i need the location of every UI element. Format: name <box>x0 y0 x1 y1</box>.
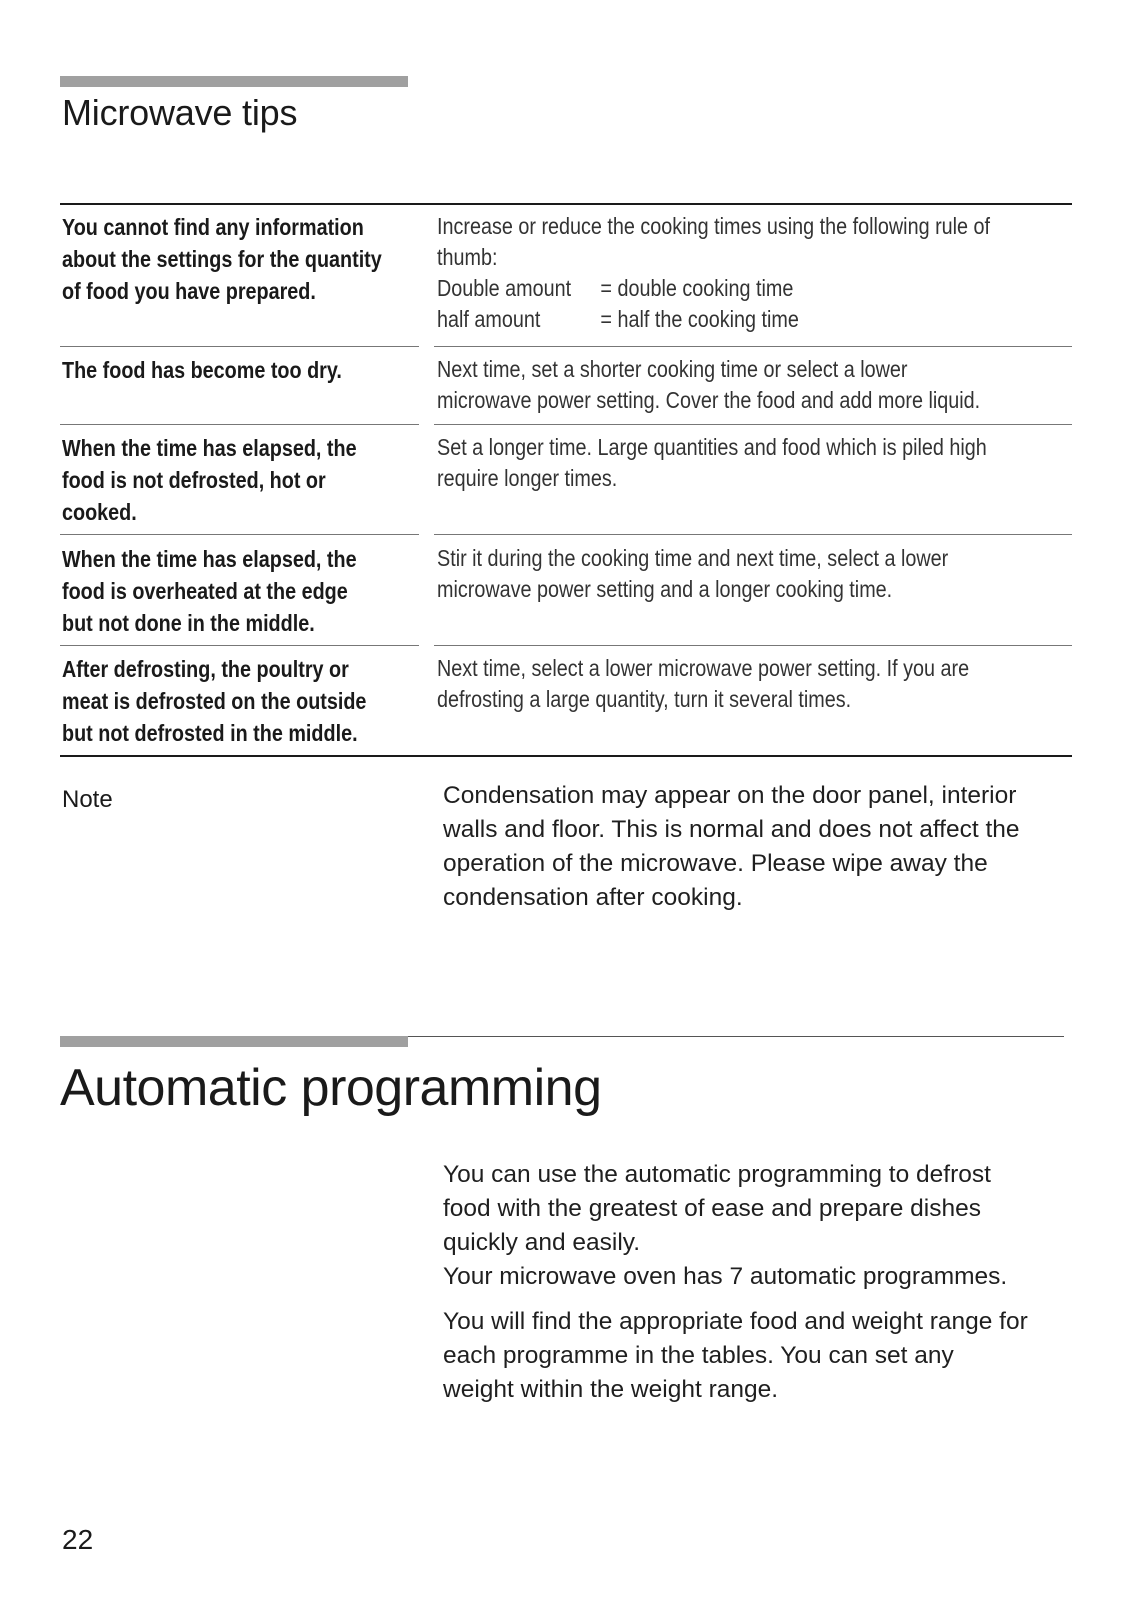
programme-info-paragraph: You will find the appropriate food and weight range for each programme in the tables. You can set any weight within the weight range. <box>443 1308 1028 1403</box>
row-divider <box>60 424 419 425</box>
table-row-problem: After defrosting, the poultry or meat is defrosted on the outside but not defrosted in the middle. <box>62 656 367 746</box>
page-number: 22 <box>62 1524 94 1555</box>
table-row-remedy: Stir it during the cooking time and next time, select a lower microwave power setting and a longer cooking time. <box>437 545 949 602</box>
row-divider <box>60 534 419 535</box>
row-divider <box>60 346 419 347</box>
table-top-rule <box>60 203 1072 205</box>
row-divider <box>434 424 1072 425</box>
note-text: Condensation may appear on the door panel, interior walls and floor. This is normal and does not affect the operation of the microwave. Please wipe away the condensation after cooking. <box>443 782 1020 911</box>
table-row-problem: When the time has elapsed, the food is not defrosted, hot or cooked. <box>62 435 357 525</box>
section-accent-bar <box>60 76 408 87</box>
section-accent-bar <box>60 1036 408 1047</box>
table-row-remedy: Increase or reduce the cooking times using the following rule of thumb: Double amount = double cooking time half amount = half the cooking time <box>437 211 1039 335</box>
table-row-problem: The food has become too dry. <box>62 357 342 383</box>
section-divider-line <box>408 1036 1064 1037</box>
row-divider <box>434 346 1072 347</box>
row-divider <box>60 645 419 646</box>
row-divider <box>434 534 1072 535</box>
intro-paragraph: You can use the automatic programming to defrost food with the greatest of ease and prepare dishes quickly and easily. Your microwave oven has 7 automatic programmes. <box>443 1161 1008 1290</box>
table-row-problem: When the time has elapsed, the food is overheated at the edge but not done in the middle. <box>62 546 357 636</box>
section-title-automatic-programming: Automatic programming <box>60 1059 602 1117</box>
table-row-remedy: Next time, set a shorter cooking time or select a lower microwave power setting. Cover the food and add more liquid. <box>437 356 981 413</box>
table-row-problem: You cannot find any information about the settings for the quantity of food you have prepared. <box>62 214 382 304</box>
table-bottom-rule <box>60 755 1072 757</box>
rule-of-thumb-row: Double amount = double cooking time <box>437 275 794 301</box>
rule-of-thumb-row: half amount = half the cooking time <box>437 306 799 332</box>
row-divider <box>434 645 1072 646</box>
note-label: Note <box>62 786 113 813</box>
table-row-remedy: Next time, select a lower microwave power setting. If you are defrosting a large quantity, turn it several times. <box>437 655 970 712</box>
table-row-remedy: Set a longer time. Large quantities and food which is piled high require longer times. <box>437 434 987 491</box>
section-title-microwave-tips: Microwave tips <box>62 92 298 133</box>
